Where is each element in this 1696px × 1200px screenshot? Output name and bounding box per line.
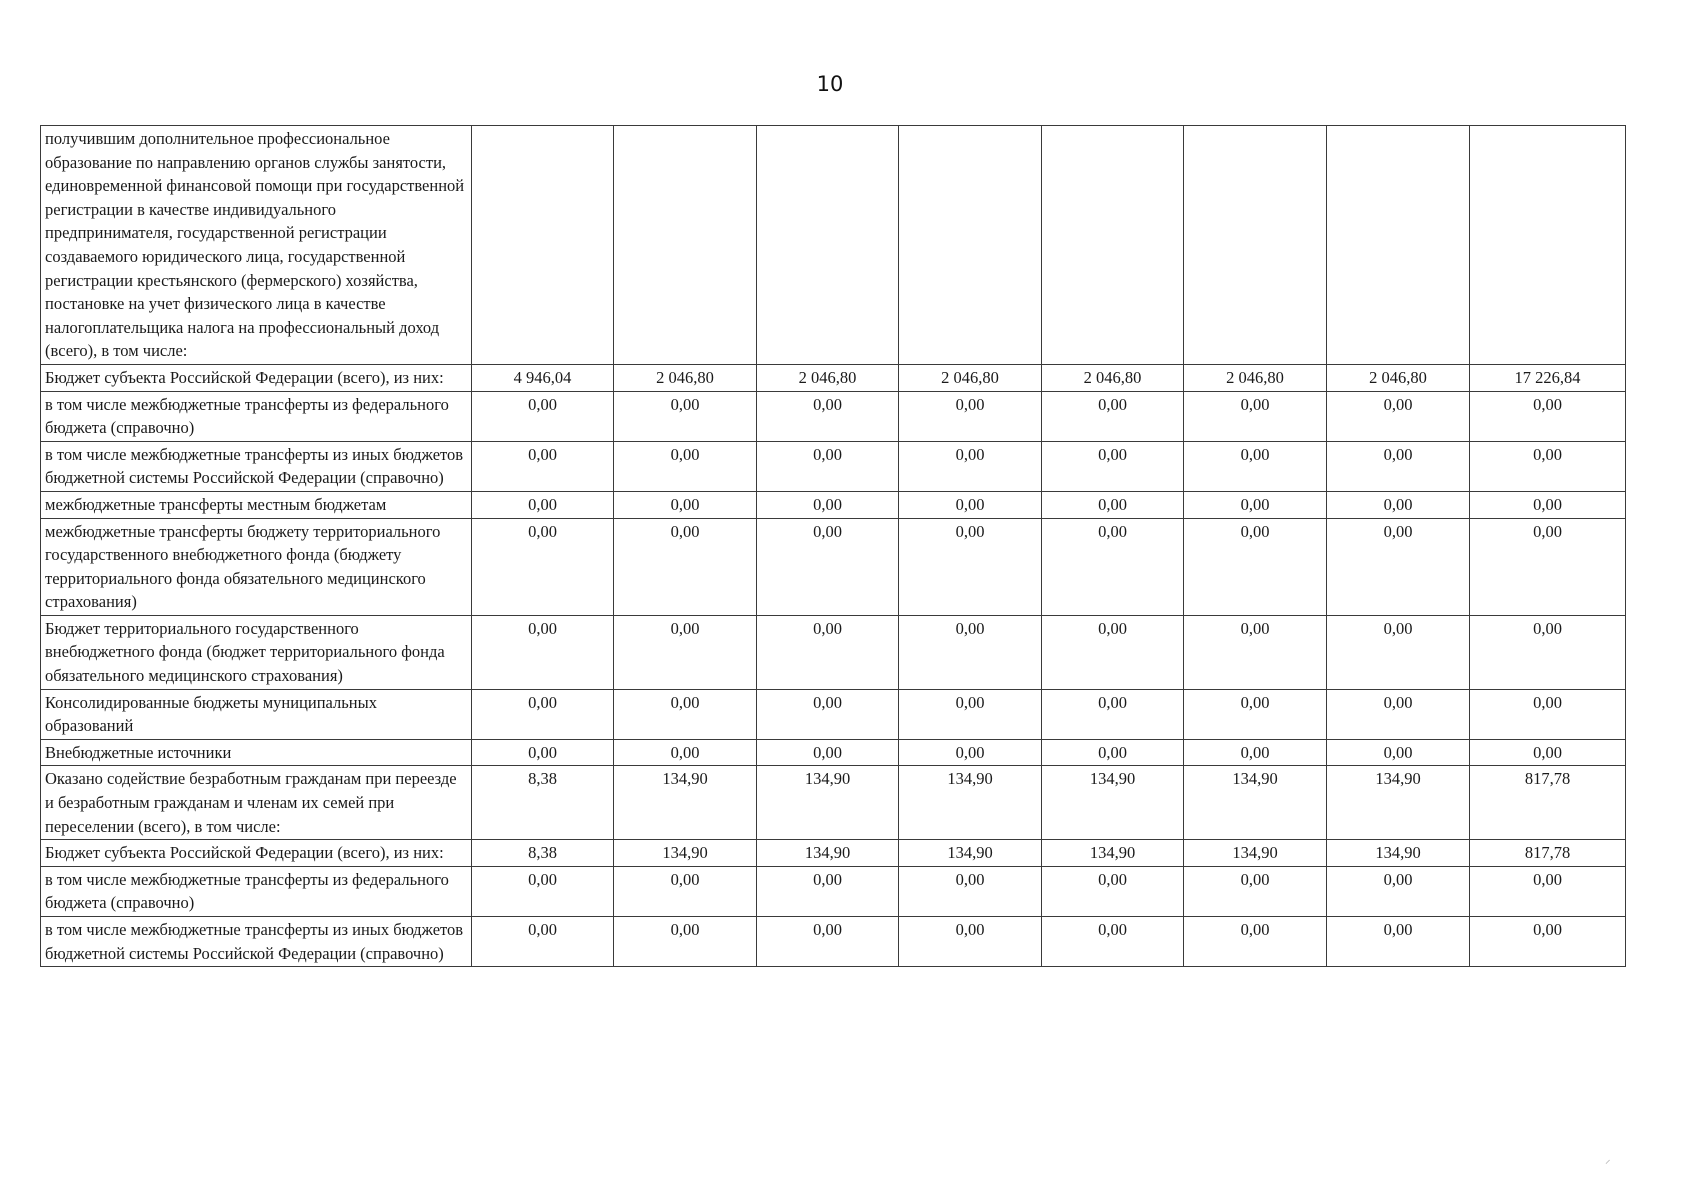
value-cell: 0,00 [614, 739, 757, 766]
value-cell [614, 126, 757, 365]
value-cell: 0,00 [472, 917, 614, 967]
value-cell [472, 126, 614, 365]
value-cell: 0,00 [899, 739, 1042, 766]
scan-mark: ⸝ [1605, 1153, 1611, 1166]
value-cell: 0,00 [899, 391, 1042, 441]
value-cell: 0,00 [1184, 491, 1327, 518]
value-cell: 0,00 [1042, 739, 1184, 766]
value-cell: 134,90 [1042, 766, 1184, 840]
table-row [41, 615, 1626, 689]
value-cell: 2 046,80 [757, 364, 899, 391]
page-number: 10 [816, 72, 844, 96]
value-cell: 134,90 [1184, 766, 1327, 840]
value-cell: 0,00 [1470, 391, 1626, 441]
table-row [41, 491, 1626, 518]
value-cell: 0,00 [1470, 917, 1626, 967]
table-row [41, 917, 1626, 967]
value-cell: 0,00 [757, 739, 899, 766]
table-row [41, 866, 1626, 916]
value-cell: 0,00 [1184, 917, 1327, 967]
value-cell: 2 046,80 [1327, 364, 1470, 391]
value-cell: 0,00 [1042, 866, 1184, 916]
value-cell: 0,00 [757, 491, 899, 518]
value-cell: 0,00 [472, 866, 614, 916]
value-cell: 134,90 [614, 840, 757, 867]
value-cell [899, 126, 1042, 365]
value-cell: 0,00 [899, 491, 1042, 518]
row-label: межбюджетные трансферты местным бюджетам [41, 491, 472, 518]
value-cell: 0,00 [1327, 441, 1470, 491]
value-cell: 0,00 [1470, 866, 1626, 916]
value-cell: 0,00 [1042, 917, 1184, 967]
value-cell: 0,00 [1042, 441, 1184, 491]
value-cell: 0,00 [899, 917, 1042, 967]
value-cell: 817,78 [1470, 840, 1626, 867]
value-cell: 0,00 [1042, 518, 1184, 615]
value-cell: 134,90 [899, 840, 1042, 867]
row-label: в том числе межбюджетные трансферты из иных бюджетов бюджетной системы Российской Федерации (справочно) [41, 917, 472, 967]
value-cell: 0,00 [1470, 615, 1626, 689]
value-cell: 0,00 [472, 391, 614, 441]
value-cell: 0,00 [1470, 518, 1626, 615]
row-label: в том числе межбюджетные трансферты из федерального бюджета (справочно) [41, 391, 472, 441]
value-cell: 0,00 [614, 491, 757, 518]
value-cell: 8,38 [472, 840, 614, 867]
table-row [41, 840, 1626, 867]
value-cell: 0,00 [1327, 866, 1470, 916]
value-cell: 0,00 [757, 391, 899, 441]
value-cell: 0,00 [1184, 441, 1327, 491]
table-row [41, 364, 1626, 391]
value-cell: 0,00 [614, 917, 757, 967]
value-cell: 0,00 [757, 689, 899, 739]
row-label: получившим дополнительное профессиональное образование по направлению органов службы занятости, единовременной финансовой помощи при государственной регистрации в качестве индивидуального предпринимателя, государственной регистрации создаваемого юридического лица, государственной регистрации крестьянского (фермерского) хозяйства, постановке на учет физического лица в качестве налогоплательщика налога на профессиональный доход (всего), в том числе: [41, 126, 472, 365]
value-cell: 0,00 [899, 518, 1042, 615]
table-row [41, 766, 1626, 840]
value-cell: 134,90 [1327, 840, 1470, 867]
value-cell: 0,00 [757, 518, 899, 615]
value-cell: 2 046,80 [899, 364, 1042, 391]
value-cell: 0,00 [757, 615, 899, 689]
value-cell: 0,00 [1184, 391, 1327, 441]
value-cell: 17 226,84 [1470, 364, 1626, 391]
value-cell: 0,00 [614, 518, 757, 615]
value-cell: 0,00 [614, 615, 757, 689]
value-cell: 0,00 [1327, 518, 1470, 615]
value-cell: 0,00 [1470, 491, 1626, 518]
value-cell: 0,00 [614, 441, 757, 491]
row-label: Бюджет субъекта Российской Федерации (всего), из них: [41, 840, 472, 867]
value-cell: 134,90 [757, 840, 899, 867]
value-cell: 0,00 [1184, 518, 1327, 615]
value-cell: 0,00 [614, 391, 757, 441]
value-cell: 0,00 [1327, 739, 1470, 766]
row-label: в том числе межбюджетные трансферты из федерального бюджета (справочно) [41, 866, 472, 916]
value-cell: 0,00 [472, 739, 614, 766]
value-cell: 0,00 [472, 518, 614, 615]
value-cell: 0,00 [1327, 391, 1470, 441]
table-row [41, 689, 1626, 739]
value-cell: 0,00 [757, 917, 899, 967]
value-cell: 0,00 [1184, 739, 1327, 766]
value-cell: 4 946,04 [472, 364, 614, 391]
value-cell: 2 046,80 [1042, 364, 1184, 391]
value-cell: 0,00 [1184, 689, 1327, 739]
value-cell: 0,00 [757, 441, 899, 491]
value-cell: 0,00 [899, 866, 1042, 916]
value-cell: 0,00 [1042, 491, 1184, 518]
table-row [41, 441, 1626, 491]
value-cell: 0,00 [1184, 615, 1327, 689]
value-cell: 0,00 [1327, 917, 1470, 967]
value-cell: 134,90 [1327, 766, 1470, 840]
value-cell: 0,00 [472, 491, 614, 518]
table-row [41, 518, 1626, 615]
table-row [41, 391, 1626, 441]
value-cell: 0,00 [1042, 689, 1184, 739]
value-cell: 0,00 [899, 441, 1042, 491]
row-label: в том числе межбюджетные трансферты из иных бюджетов бюджетной системы Российской Федерации (справочно) [41, 441, 472, 491]
value-cell: 2 046,80 [1184, 364, 1327, 391]
value-cell: 0,00 [1042, 391, 1184, 441]
row-label: Консолидированные бюджеты муниципальных образований [41, 689, 472, 739]
value-cell: 0,00 [1470, 441, 1626, 491]
value-cell: 0,00 [1042, 615, 1184, 689]
value-cell: 134,90 [614, 766, 757, 840]
value-cell: 0,00 [1470, 689, 1626, 739]
table-row [41, 739, 1626, 766]
value-cell: 0,00 [614, 689, 757, 739]
value-cell: 0,00 [1327, 615, 1470, 689]
value-cell: 0,00 [472, 615, 614, 689]
value-cell [1327, 126, 1470, 365]
value-cell: 134,90 [757, 766, 899, 840]
row-label: Внебюджетные источники [41, 739, 472, 766]
value-cell: 134,90 [1042, 840, 1184, 867]
value-cell: 0,00 [1327, 689, 1470, 739]
value-cell: 8,38 [472, 766, 614, 840]
value-cell: 0,00 [1470, 739, 1626, 766]
value-cell: 0,00 [472, 441, 614, 491]
value-cell: 2 046,80 [614, 364, 757, 391]
table-row [41, 126, 1626, 365]
value-cell [1470, 126, 1626, 365]
value-cell: 0,00 [899, 615, 1042, 689]
value-cell: 0,00 [614, 866, 757, 916]
value-cell: 0,00 [1184, 866, 1327, 916]
row-label: Бюджет территориального государственного внебюджетного фонда (бюджет территориального фонда обязательного медицинского страхования) [41, 615, 472, 689]
value-cell: 0,00 [757, 866, 899, 916]
row-label: Бюджет субъекта Российской Федерации (всего), из них: [41, 364, 472, 391]
budget-table [40, 125, 1626, 967]
value-cell [1184, 126, 1327, 365]
value-cell: 817,78 [1470, 766, 1626, 840]
value-cell: 134,90 [899, 766, 1042, 840]
value-cell: 134,90 [1184, 840, 1327, 867]
value-cell [1042, 126, 1184, 365]
value-cell: 0,00 [472, 689, 614, 739]
value-cell [757, 126, 899, 365]
budget-table-body [41, 126, 1626, 967]
value-cell: 0,00 [1327, 491, 1470, 518]
row-label: Оказано содействие безработным гражданам при переезде и безработным гражданам и членам их семей при переселении (всего), в том числе: [41, 766, 472, 840]
row-label: межбюджетные трансферты бюджету территориального государственного внебюджетного фонда (бюджету территориального фонда обязательного медицинского страхования) [41, 518, 472, 615]
value-cell: 0,00 [899, 689, 1042, 739]
